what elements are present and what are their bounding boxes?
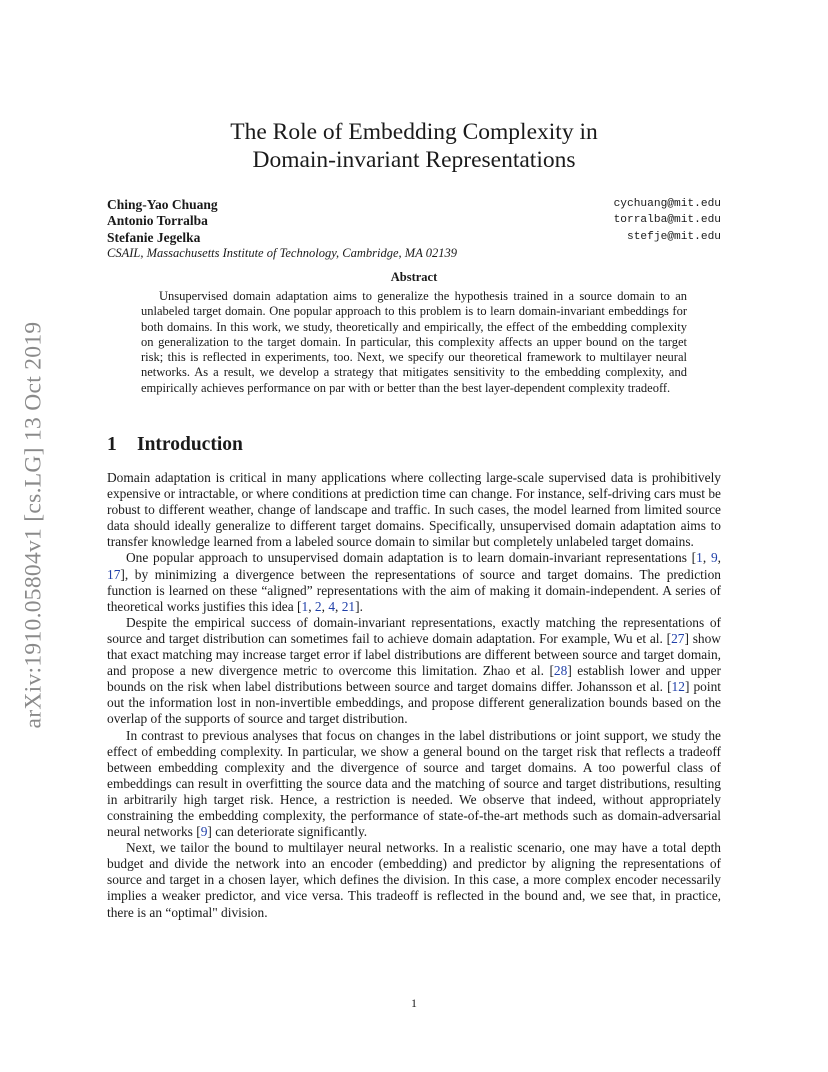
citation-link[interactable]: 12	[671, 679, 685, 695]
author-email: stefje@mit.edu	[627, 231, 721, 243]
citation-link[interactable]: 2	[314, 598, 322, 614]
body-text-run: ], by minimizing a divergence between the representations of source and target domains. The prediction function is learned on these “aligned” representations with the aim of making it domain-independent. A series of theoretical works justifies this idea [	[107, 566, 721, 614]
section-heading	[107, 434, 243, 456]
citation-link[interactable]: 28	[553, 663, 568, 679]
body-text-run: ] show that exact matching may increase target error if label distributions are different between source and target domain, and propose a new divergence metric to overcome this limitation. Zhao et al. [	[107, 630, 721, 679]
arxiv-id: arXiv:1910.05804v1 [cs.LG] 13 Oct 2019	[20, 321, 47, 729]
citation-link[interactable]: 1	[301, 598, 309, 614]
body-text-run: In contrast to previous analyses that focus on changes in the label distributions or joint support, we study the effect of embedding complexity. In particular, we show a general bound on the target risk that reflects a tradeoff between embedding complexity and the divergence of source and target domains. A too powerful class of embeddings can result in overfitting the source data and the matching of source and target distributions, resulting in arbitrarily high target risk. Hence, a restriction is needed. We observe that indeed, without appropriately constraining the embedding complexity, the performance of state-of-the-art methods such as domain-adversarial neural networks [	[107, 727, 721, 840]
body-text-run: Domain adaptation is critical in many applications where collecting large-scale supervised data is prohibitively expensive or intractable, or where conditions at prediction time can change. For instance, self-driving cars must be robust to different weather, change of landscape and traffic. In such cases, the model learned from limited source data should ideally generalize to different target domains. Specifically, unsupervised domain adaptation aims to transfer knowledge learned from a labeled source domain to similar but completely unlabeled target domains.	[107, 470, 721, 550]
body-text	[107, 470, 721, 921]
abstract-text: Unsupervised domain adaptation aims to generalize the hypothesis trained in a source domain to an unlabeled target domain. One popular approach to this problem is to learn domain-invariant embeddings for both domains. In this work, we study, theoretically and empirically, the effect of the embedding complexity on generalization to the target domain. In particular, this complexity affects an upper bound on the target risk; this is reflected in experiments, too. Next, we specify our theoretical framework to multilayer neural networks. As a result, we develop a strategy that mitigates sensitivity to the embedding complexity, and empirically achieves performance on par with or better than the best layer-dependent complexity tradeoff.	[141, 289, 687, 395]
section-number: 1	[107, 434, 117, 455]
author-name: Antonio Torralba	[107, 213, 208, 228]
body-text-run: Next, we tailor the bound to multilayer neural networks. In a realistic scenario, one may have a total depth budget and divide the network into an encoder (embedding) and predictor by aligning the representations of source and target in a chosen layer, which defines the division. In this case, a more complex encoder necessarily implies a weaker predictor, and vice versa. This tradeoff is reflected in the bound and, we see that, in practice, there is an “optimal" division.	[107, 840, 721, 920]
body-text-run: ] establish lower and upper bounds on the risk when label distributions between source and target domains differ. Johansson et al. [	[107, 663, 721, 695]
body-text-run: ].	[355, 598, 363, 614]
paper-title-line-1: The Role of Embedding Complexity in	[230, 119, 598, 145]
body-text-run: ] point out the information lost in non-invertible embeddings, and propose different generalization bounds based on the overlap of the supports of source and target distribution.	[107, 679, 721, 727]
body-text-run: ,	[702, 550, 711, 566]
body-text-run: ,	[717, 550, 722, 566]
affiliation: CSAIL, Massachusetts Institute of Technology, Cambridge, MA 02139	[107, 246, 457, 260]
body-paragraph	[107, 615, 721, 728]
citation-link[interactable]: 9	[710, 550, 718, 566]
abstract-heading: Abstract	[390, 270, 438, 284]
body-paragraph	[107, 840, 721, 920]
body-text-run: ,	[321, 598, 329, 614]
page-number: 1	[411, 996, 417, 1010]
body-text-run: One popular approach to unsupervised domain adaptation is to learn domain-invariant representations [	[126, 550, 697, 566]
author-name: Ching-Yao Chuang	[107, 197, 218, 212]
section-title: Introduction	[137, 434, 243, 455]
body-text-run: Despite the empirical success of domain-invariant representations, exactly matching the representations of source and target distribution can sometimes fail to achieve domain adaptation. For example, Wu et al. [	[107, 614, 721, 646]
citation-link[interactable]: 17	[107, 566, 121, 582]
body-text-run: ,	[335, 598, 342, 614]
body-paragraph	[107, 470, 721, 550]
body-text-run: ] can deteriorate significantly.	[207, 824, 368, 840]
citation-link[interactable]: 4	[328, 598, 336, 614]
citation-link[interactable]: 27	[671, 630, 685, 646]
citation-link[interactable]: 1	[696, 550, 703, 566]
author-email: cychuang@mit.edu	[613, 198, 721, 210]
paper-title-line-2: Domain-invariant Representations	[252, 147, 576, 173]
citation-link[interactable]: 9	[200, 824, 208, 840]
body-paragraph	[107, 728, 721, 841]
body-paragraph	[107, 550, 721, 614]
citation-link[interactable]: 21	[341, 598, 356, 614]
author-email: torralba@mit.edu	[613, 214, 721, 226]
body-text-run: ,	[308, 598, 315, 614]
arxiv-stamp	[20, 290, 48, 760]
author-name: Stefanie Jegelka	[107, 230, 201, 245]
